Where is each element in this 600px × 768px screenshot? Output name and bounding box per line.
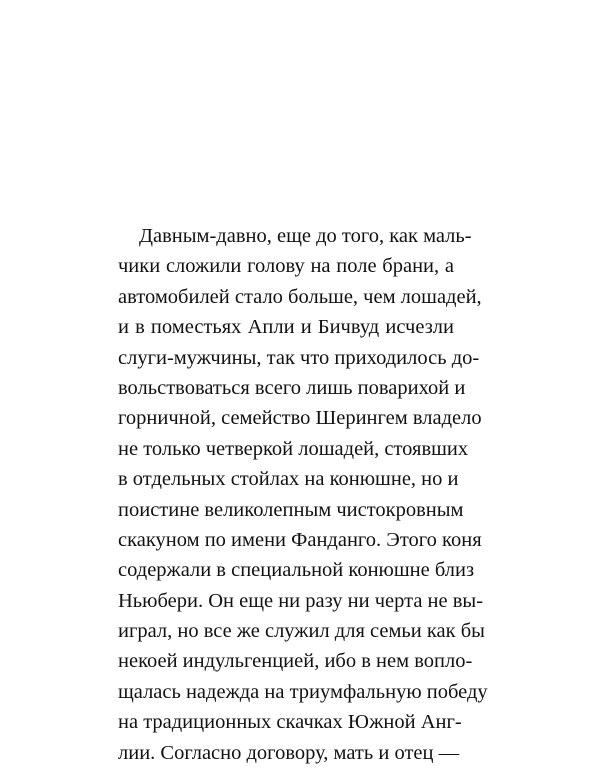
text-line: и в поместьях Апли и Бичвуд исчезли bbox=[118, 316, 454, 339]
text-line: содержали в специальной конюшне близ bbox=[118, 559, 475, 582]
text-line: горничной, семейство Шерингем владело bbox=[118, 407, 482, 430]
body-paragraph bbox=[118, 221, 488, 768]
text-line: скакуном по имени Фанданго. Этого коня bbox=[118, 528, 482, 551]
text-line: не только четверкой лошадей, стоявших bbox=[118, 437, 469, 460]
text-line: слуги-мужчины, так что приходилось до- bbox=[118, 346, 480, 369]
text-line: на традиционных скачках Южной Анг- bbox=[118, 711, 462, 734]
text-line: Давным-давно, еще до того, как маль- bbox=[139, 225, 472, 247]
text-line: играл, но все же служил для семьи как бы bbox=[118, 620, 485, 643]
text-line: Ньюбери. Он еще ни разу ни черта не вы- bbox=[118, 589, 484, 612]
text-line: некоей индульгенцией, ибо в нем вопло- bbox=[118, 650, 473, 673]
text-line: в отдельных стойлах на конюшне, но и bbox=[118, 468, 459, 491]
text-line: щалась надежда на триумфальную победу bbox=[118, 680, 488, 703]
text-line: автомобилей стало больше, чем лошадей, bbox=[118, 285, 482, 308]
text-line: вольствоваться всего лишь поварихой и bbox=[118, 376, 466, 399]
text-line: лии. Согласно договору, мать и отец — bbox=[118, 741, 460, 764]
text-line: поистине великолепным чистокровным bbox=[118, 498, 464, 521]
text-line: чики сложили голову на поле брани, а bbox=[118, 255, 454, 278]
